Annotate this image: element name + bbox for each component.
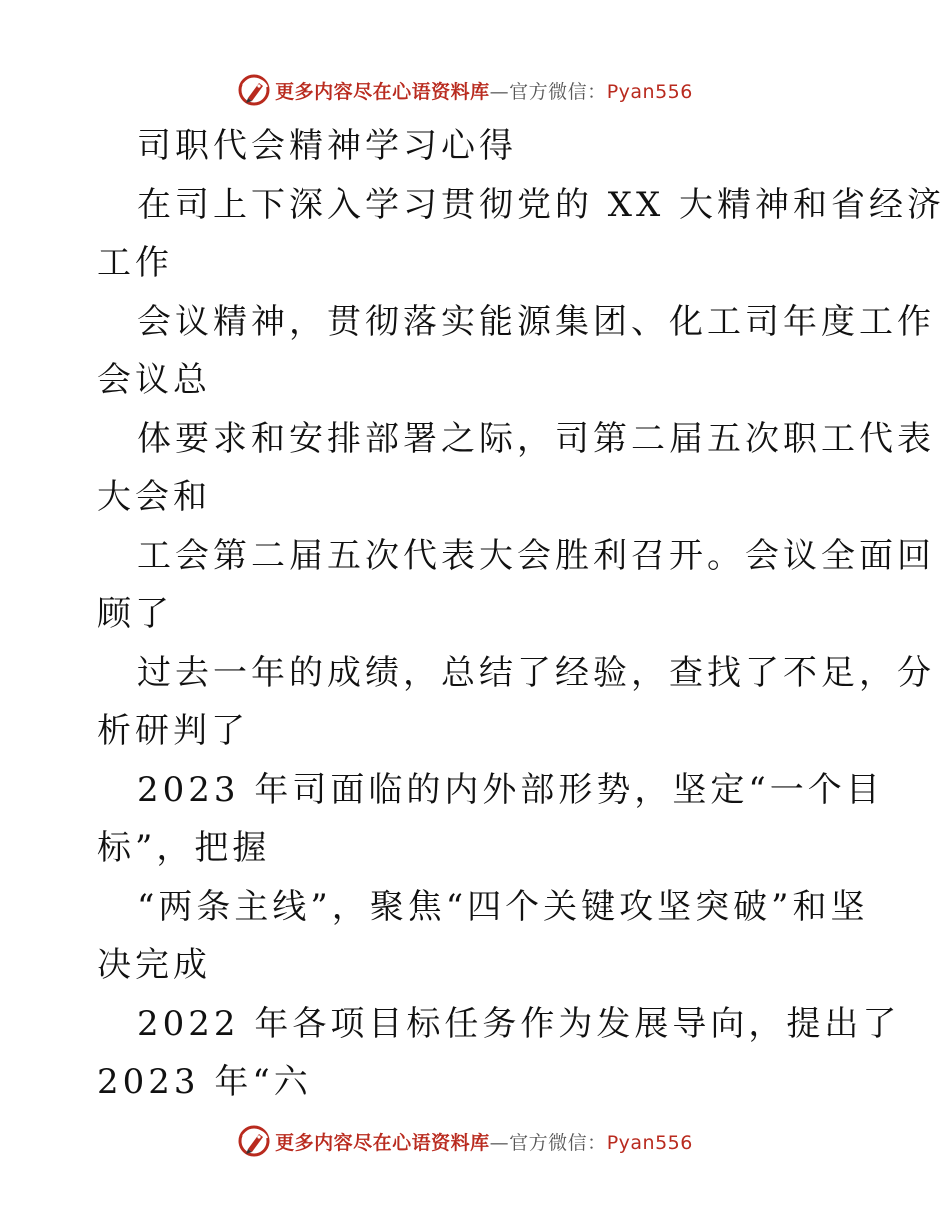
pen-nib-logo-icon [237, 73, 271, 107]
pen-nib-logo-icon [237, 1124, 271, 1158]
paragraph-line: 2022 年各项目标任务作为发展导向，提出了 [137, 1003, 901, 1044]
paragraph-line: “两条主线”，聚焦“四个关键攻坚突破”和坚 [137, 886, 869, 927]
footer-separator: — [489, 1131, 510, 1154]
paragraph-line: 标”，把握 [97, 828, 271, 868]
paragraph-line: 司职代会精神学习心得 [137, 126, 517, 166]
header-wechat-label: 官方微信： [509, 80, 607, 103]
footer-wechat-id: Pyan556 [606, 1131, 693, 1154]
paragraph-line: 2023 年“六 [97, 1062, 312, 1102]
paragraph-line: 2023 年司面临的内外部形势，坚定“一个目 [137, 769, 884, 810]
paragraph-line: 顾了 [97, 594, 173, 634]
footer-wechat-label: 官方微信： [509, 1131, 607, 1154]
header-separator: — [489, 80, 510, 103]
document-body [97, 117, 946, 1112]
paragraph-line: 会议总 [97, 360, 211, 400]
footer-site-text: 更多内容尽在心语资料库 [275, 1131, 490, 1154]
header-banner-text [275, 77, 693, 104]
paragraph-line: 析研判了 [97, 711, 249, 751]
header-wechat-id: Pyan556 [606, 80, 693, 103]
paragraph-line: 在司上下深入学习贯彻党的 XX 大精神和省经济 [137, 184, 946, 225]
paragraph-line: 大会和 [97, 477, 211, 517]
header-banner-content [237, 73, 693, 107]
paragraph-line: 会议精神，贯彻落实能源集团、化工司年度工作 [137, 301, 935, 342]
paragraph-line: 工作 [97, 243, 173, 283]
paragraph-line: 决完成 [97, 945, 211, 985]
header-banner [0, 70, 950, 110]
paragraph-line: 过去一年的成绩，总结了经验，查找了不足，分 [137, 652, 935, 693]
footer-banner-text [275, 1128, 693, 1155]
footer-banner [0, 1121, 950, 1161]
footer-banner-content [237, 1124, 693, 1158]
header-site-text: 更多内容尽在心语资料库 [275, 80, 490, 103]
paragraph-line: 体要求和安排部署之际，司第二届五次职工代表 [137, 418, 935, 459]
paragraph-line: 工会第二届五次代表大会胜利召开。会议全面回 [137, 535, 935, 576]
